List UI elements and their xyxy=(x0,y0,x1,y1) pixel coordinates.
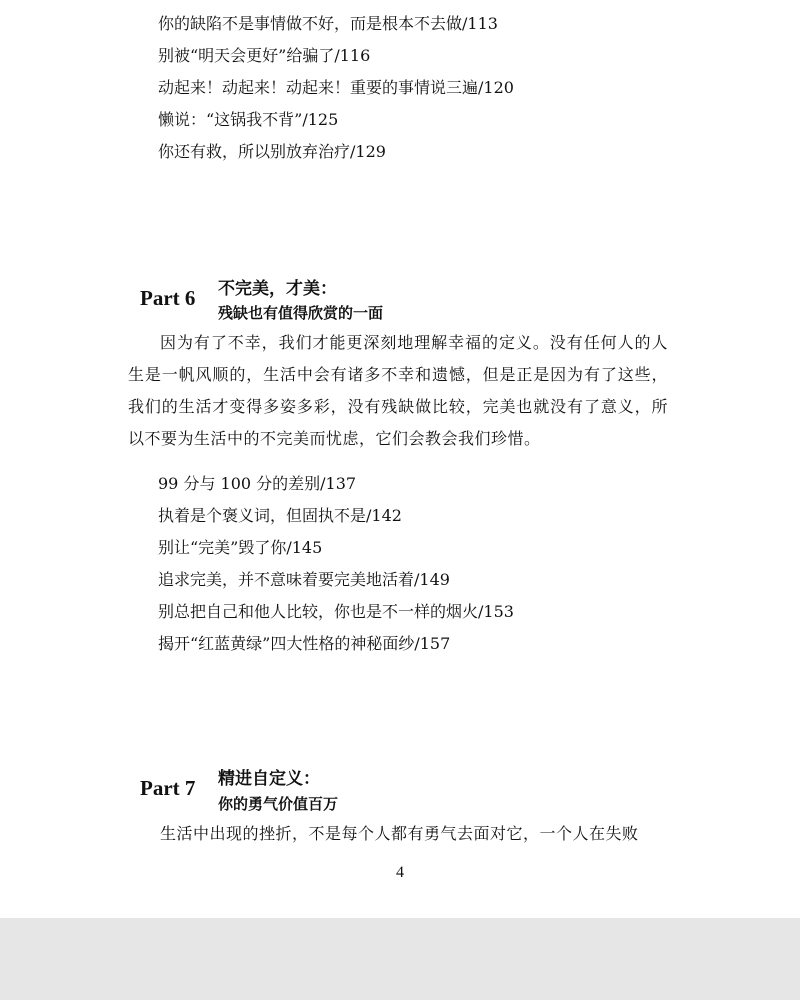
toc-entry[interactable]: 你的缺陷不是事情做不好，而是根本不去做/113 xyxy=(158,14,498,33)
part-title: 精进自定义： xyxy=(218,769,320,789)
toc-entry[interactable]: 你还有救，所以别放弃治疗/129 xyxy=(158,142,386,161)
part-intro-paragraph: 因为有了不幸，我们才能更深刻地理解幸福的定义。没有任何人的人生是一帆风顺的，生活中会有诸多不幸和遗憾，但是正是因为有了这些，我们的生活才变得多姿多彩，没有残缺做比较，完美也就没有了意义，所以不要为生活中的不完美而忧虑，它们会教会我们珍惜。 xyxy=(128,333,668,448)
toc-entry[interactable]: 揭开“红蓝黄绿”四大性格的神秘面纱/157 xyxy=(158,634,451,653)
part-label: Part 6 xyxy=(140,286,196,310)
viewer-bottom-background xyxy=(0,918,800,1000)
part-intro-paragraph: 生活中出现的挫折，不是每个人都有勇气去面对它，一个人在失败 xyxy=(160,824,639,843)
toc-entry[interactable]: 懒说：“这锅我不背”/125 xyxy=(158,110,339,129)
toc-entry[interactable]: 99 分与 100 分的差别/137 xyxy=(158,474,357,493)
toc-entry[interactable]: 追求完美，并不意味着要完美地活着/149 xyxy=(158,570,450,589)
part-subtitle: 残缺也有值得欣赏的一面 xyxy=(218,304,384,322)
page-number: 4 xyxy=(396,864,404,881)
toc-entry[interactable]: 执着是个褒义词，但固执不是/142 xyxy=(158,506,402,525)
part-title: 不完美，才美： xyxy=(218,279,337,299)
part-label: Part 7 xyxy=(140,776,196,800)
toc-list-part-6 xyxy=(158,468,514,660)
toc-entry[interactable]: 别总把自己和他人比较，你也是不一样的烟火/153 xyxy=(158,602,514,621)
toc-entry[interactable]: 别被“明天会更好”给骗了/116 xyxy=(158,46,371,65)
toc-list-previous xyxy=(158,8,514,168)
part-subtitle: 你的勇气价值百万 xyxy=(218,795,339,813)
toc-entry[interactable]: 动起来！动起来！动起来！重要的事情说三遍/120 xyxy=(158,78,514,97)
toc-entry[interactable]: 别让“完美”毁了你/145 xyxy=(158,538,323,557)
